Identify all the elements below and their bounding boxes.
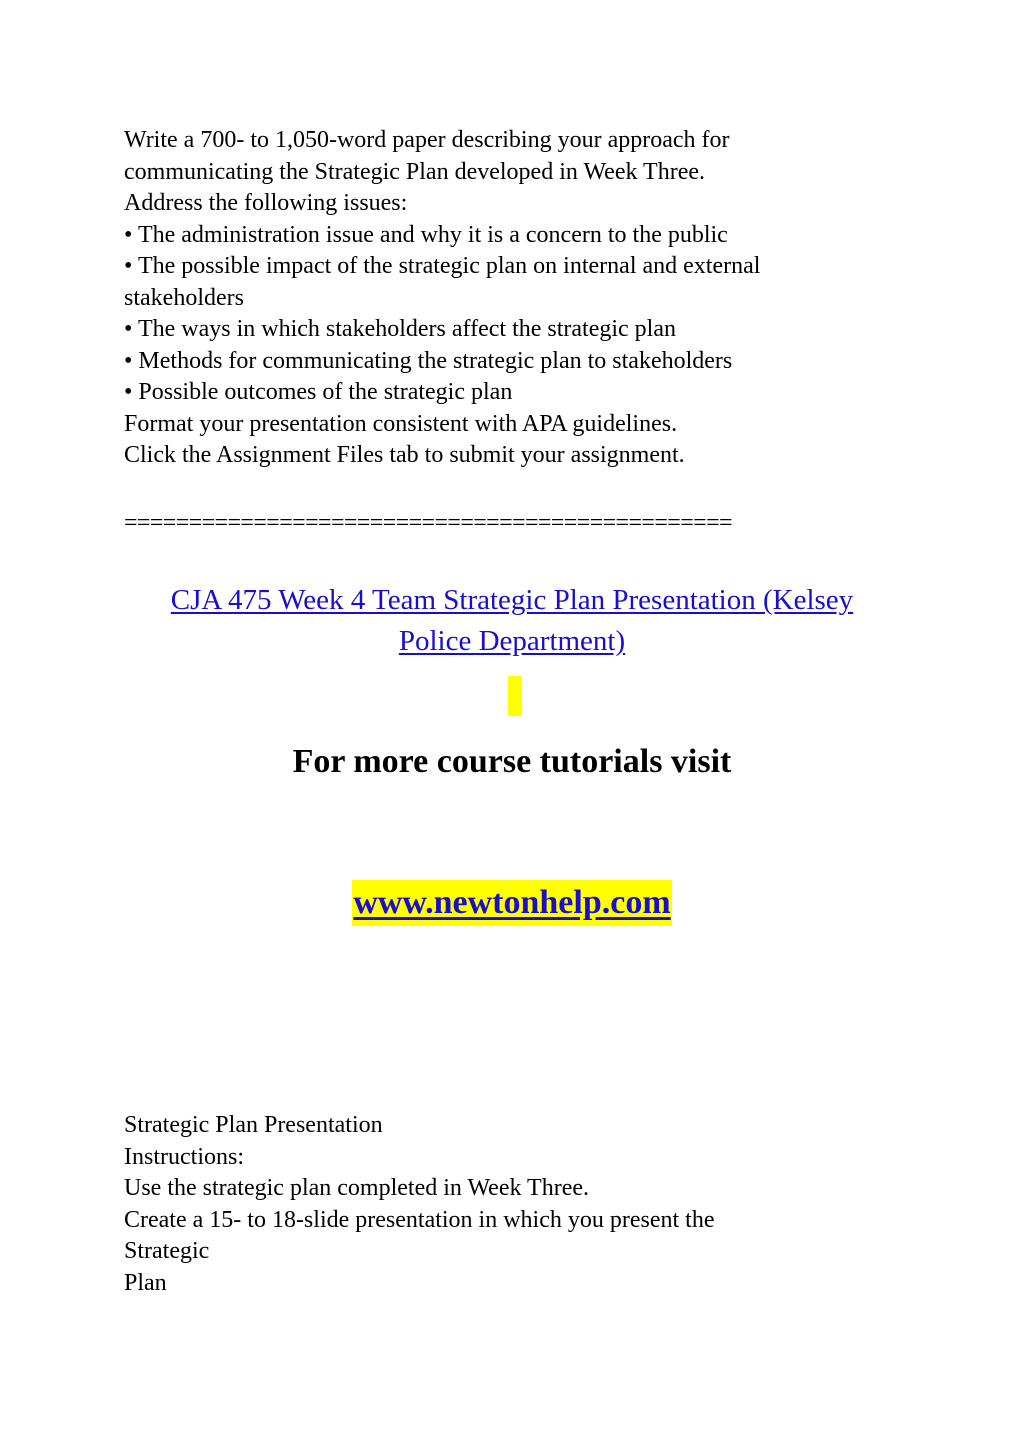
- bullet-item-continuation: stakeholders: [124, 284, 244, 311]
- intro-line: Click the Assignment Files tab to submit your assignment.: [124, 442, 685, 468]
- outro-line: Instructions:: [124, 1143, 244, 1170]
- website-link[interactable]: www.newtonhelp.com: [352, 880, 671, 926]
- bullet-item: • The possible impact of the strategic plan on internal and external: [124, 253, 761, 279]
- bullet-item: • Possible outcomes of the strategic plan: [124, 379, 513, 405]
- outro-line: Use the strategic plan completed in Week Three.: [124, 1175, 590, 1201]
- intro-line: Write a 700- to 1,050-word paper describing your approach for: [124, 127, 730, 153]
- outro-line: Plan: [124, 1269, 167, 1296]
- assignment-description: [124, 125, 904, 472]
- bullet-item: • The administration issue and why it is a concern to the public: [124, 221, 728, 248]
- bullet-item: • The ways in which stakeholders affect the strategic plan: [124, 316, 676, 342]
- course-title-line-1[interactable]: CJA 475 Week 4 Team Strategic Plan Presentation (Kelsey: [170, 584, 854, 616]
- highlight-mark: [508, 676, 522, 716]
- section-divider: ===============================================: [124, 510, 732, 536]
- intro-line: Format your presentation consistent with APA guidelines.: [124, 410, 678, 437]
- outro-line: Create a 15- to 18-slide presentation in which you present the: [124, 1206, 715, 1233]
- course-title-link[interactable]: [100, 580, 924, 662]
- outro-line: Strategic Plan Presentation: [124, 1112, 383, 1138]
- presentation-instructions: [124, 1110, 904, 1299]
- bullet-item: • Methods for communicating the strategic plan to stakeholders: [124, 347, 733, 374]
- website-container: [0, 880, 1024, 926]
- promo-heading: For more course tutorials visit: [292, 743, 732, 780]
- course-title-line-2[interactable]: Police Department): [398, 625, 626, 657]
- intro-line: communicating the Strategic Plan developed in Week Three.: [124, 158, 706, 185]
- intro-line: Address the following issues:: [124, 190, 408, 216]
- outro-line: Strategic: [124, 1238, 210, 1264]
